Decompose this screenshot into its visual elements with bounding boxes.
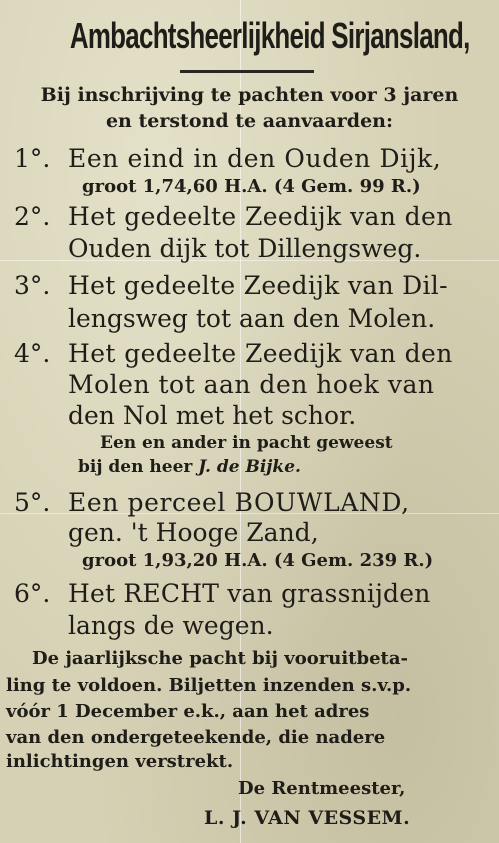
signature-name: L. J. VAN VESSEM. [204,807,411,829]
item-5-size: groot 1,93,20 H.A. (4 Gem. 239 R.) [82,550,434,571]
signature-role: De Rentmeester, [238,778,406,799]
closing-line-5: inlichtingen verstrekt. [6,751,234,772]
item-4-line-2: Molen tot aan den hoek van [68,370,435,399]
subtitle-line-2: en terstond te aanvaarden: [105,110,394,132]
item-3-line-1: Het gedeelte Zeedijk van Dil- [68,271,448,300]
item-5-line-2: gen. 't Hooge Zand, [68,518,319,547]
item-2-line-2: Ouden dijk tot Dillengsweg. [68,234,422,263]
item-1-number: 1°. [14,144,51,173]
item-5-number: 5°. [14,488,51,517]
item-3-line-2: lengsweg tot aan den Molen. [68,304,436,333]
item-5-line-1: Een perceel BOUWLAND, [68,488,410,517]
item-4-number: 4°. [14,339,51,368]
item-4-note-2-name: J. de Bijke. [198,457,301,477]
item-2-number: 2°. [14,202,51,231]
item-4-note-1: Een en ander in pacht geweest [100,433,393,453]
item-1-line-1: Een eind in den Ouden Dijk, [68,144,442,173]
item-6-number: 6°. [14,579,51,608]
item-2-line-1: Het gedeelte Zeedijk van den [68,202,453,231]
item-3-number: 3°. [14,271,51,300]
closing-line-1: De jaarlijksche pacht bij vooruitbeta- [32,648,408,669]
advert-title: Ambachtsheerlijkheid Sirjansland, [69,15,470,56]
item-4-note-2-prefix: bij den heer [78,457,193,477]
item-6-line-2: langs de wegen. [68,611,274,640]
closing-line-2: ling te voldoen. Biljetten inzenden s.v.p. [6,675,412,696]
item-1-size: groot 1,74,60 H.A. (4 Gem. 99 R.) [82,176,421,197]
subtitle-line-1: Bij inschrijving te pachten voor 3 jaren [40,84,459,106]
item-4-note-2 [78,459,301,476]
closing-line-4: van den ondergeteekende, die nadere [6,727,386,748]
closing-line-3: vóór 1 December e.k., aan het adres [6,701,370,722]
item-6-line-1: Het RECHT van grassnijden [68,579,431,608]
item-4-line-1: Het gedeelte Zeedijk van den [68,339,453,368]
title-underline [180,70,314,73]
item-4-line-3: den Nol met het schor. [68,401,357,430]
